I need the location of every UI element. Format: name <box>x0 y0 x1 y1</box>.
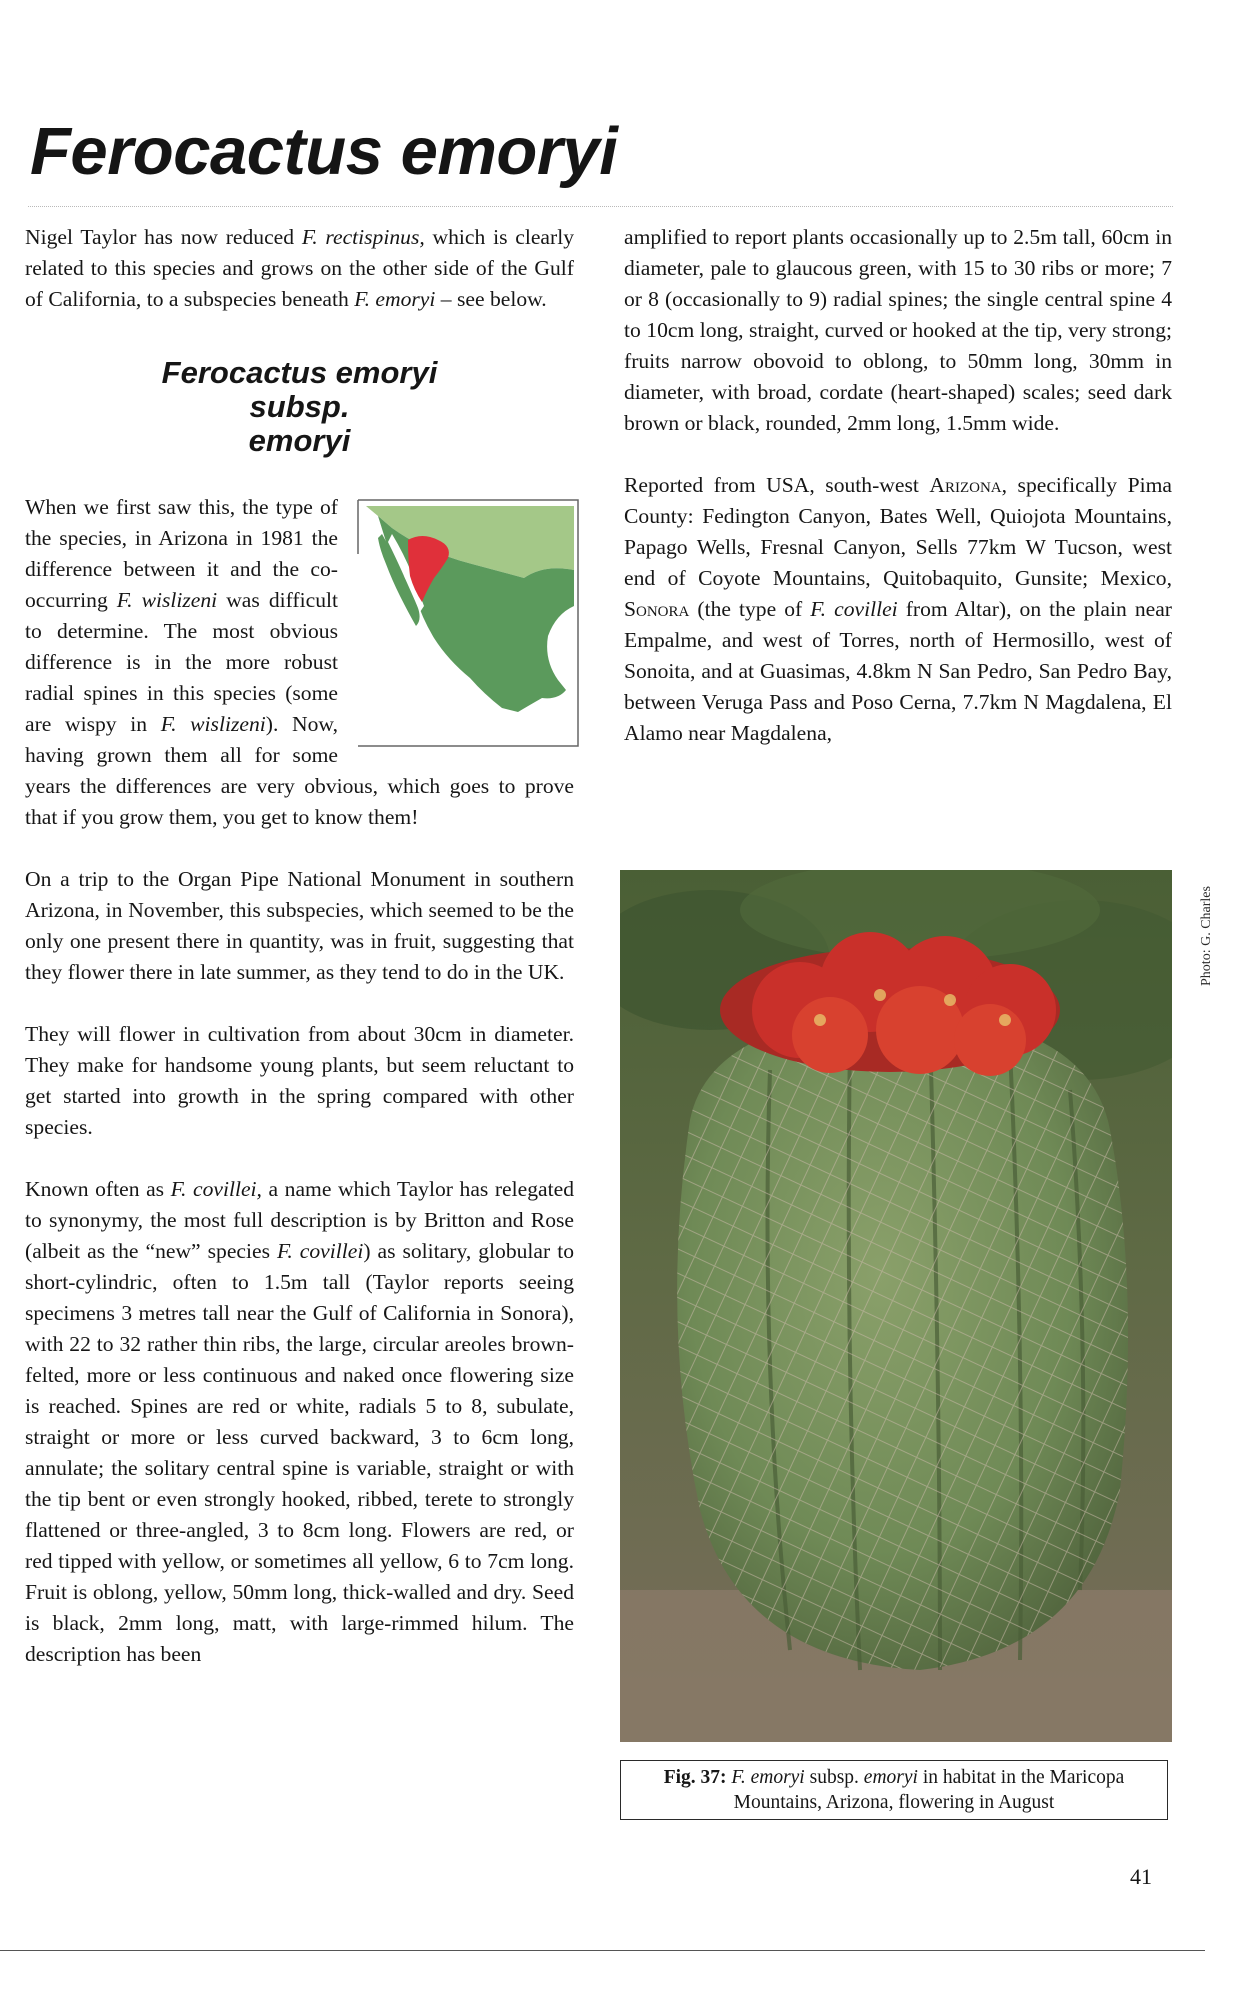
left-column <box>25 222 574 1670</box>
localities-paragraph: Reported from USA, south-west Arizona, specifically Pima County: Fedington Canyon, Bates Well, Quiojota Mountains, Papago Wells, Fresnal Canyon, Sells 77km W Tucson, west end of Coyote Mountains, Quitobaquito, Gunsite; Mexico, Sonora (the type of F. covillei from Altar), on the plain near Empalme, and west of Torres, north of Hermosillo, west of Sonoita, and at Guasimas, 4.8km N San Pedro, San Pedro Bay, between Veruga Pass and Poso Cerna, 7.7km N Magdalena, El Alamo near Magdalena, <box>624 473 1172 745</box>
right-column <box>624 222 1172 749</box>
subspecies-heading <box>25 356 574 458</box>
amplified-description-paragraph: amplified to report plants occasionally up to 2.5m tall, 60cm in diameter, pale to glaucous green, with 15 to 30 ribs or more; 7 or 8 (occasionally to 9) radial spines; the single central spine 4 to 10cm long, straight, curved or hooked at the tip, very strong; fruits narrow obovoid to oblong, to 50mm long, 30mm in diameter, with broad, cordate (heart-shaped) scales; seed dark brown or black, rounded, 2mm long, 1.5mm wide. <box>624 225 1172 435</box>
photo-credit: Photo: G. Charles <box>1199 886 1214 986</box>
cultivation-paragraph: They will flower in cultivation from about 30cm in diameter. They make for handsome young plants, but seem reluctant to get started into growth in the spring compared with other species. <box>25 1022 574 1139</box>
page-title: Ferocactus emoryi <box>30 114 618 189</box>
intro-paragraph: Nigel Taylor has now reduced F. rectispinus, which is clearly related to this species and grows on the other side of the Gulf of California, to a subspecies beneath F. emoryi – see below. <box>25 225 574 311</box>
page-number: 41 <box>1130 1864 1152 1889</box>
distribution-map <box>352 494 584 748</box>
subheading-line-2: subsp. emoryi <box>248 389 351 458</box>
cactus-photo <box>620 870 1172 1742</box>
figure-caption: Fig. 37: F. emoryi subsp. emoryi in habitat in the Maricopa Mountains, Arizona, flowering in August <box>620 1760 1168 1820</box>
subheading-line-1: Ferocactus emoryi <box>161 355 438 390</box>
title-rule <box>28 206 1173 207</box>
description-paragraph: Known often as F. covillei, a name which Taylor has relegated to synonymy, the most full description is by Britton and Rose (albeit as the “new” species F. covillei) as solitary, globular to short-cylindric, often to 1.5m tall (Taylor reports seeing specimens 3 metres tall near the Gulf of California in Sonora), with 22 to 32 rather thin ribs, the large, circular areoles brown-felted, more or less continuous and naked once flowering size is reached. Spines are red or white, radials 5 to 8, subulate, straight or more or less curved backward, 3 to 6cm long, annulate; the solitary central spine is variable, straight or with the tip bent or even strongly hooked, ribbed, terete to strongly flattened or three-angled, 3 to 8cm long. Flowers are red, or red tipped with yellow, or sometimes all yellow, 6 to 7cm long. Fruit is oblong, yellow, 50mm long, thick-walled and dry. Seed is black, 2mm long, matt, with large-rimmed hilum. The description has been <box>25 1177 574 1666</box>
organ-pipe-paragraph: On a trip to the Organ Pipe National Monument in southern Arizona, in November, this subspecies, which seemed to be the only one present there in quantity, was in fruit, suggesting that they flower there in late summer, as they tend to do in the UK. <box>25 867 574 984</box>
bottom-rule <box>0 1950 1205 1951</box>
first-seen-paragraph: When we first saw this, the type of the species, in Arizona in 1981 the difference between it and the co-occurring F. wislizeni was difficult to determine. The most obvious difference is in the more robust radial spines in this species (some are wispy in F. wislizeni). Now, having grown them all for some years the differences are very obvious, which goes to prove that if you grow them, you get to know them! <box>25 495 574 829</box>
